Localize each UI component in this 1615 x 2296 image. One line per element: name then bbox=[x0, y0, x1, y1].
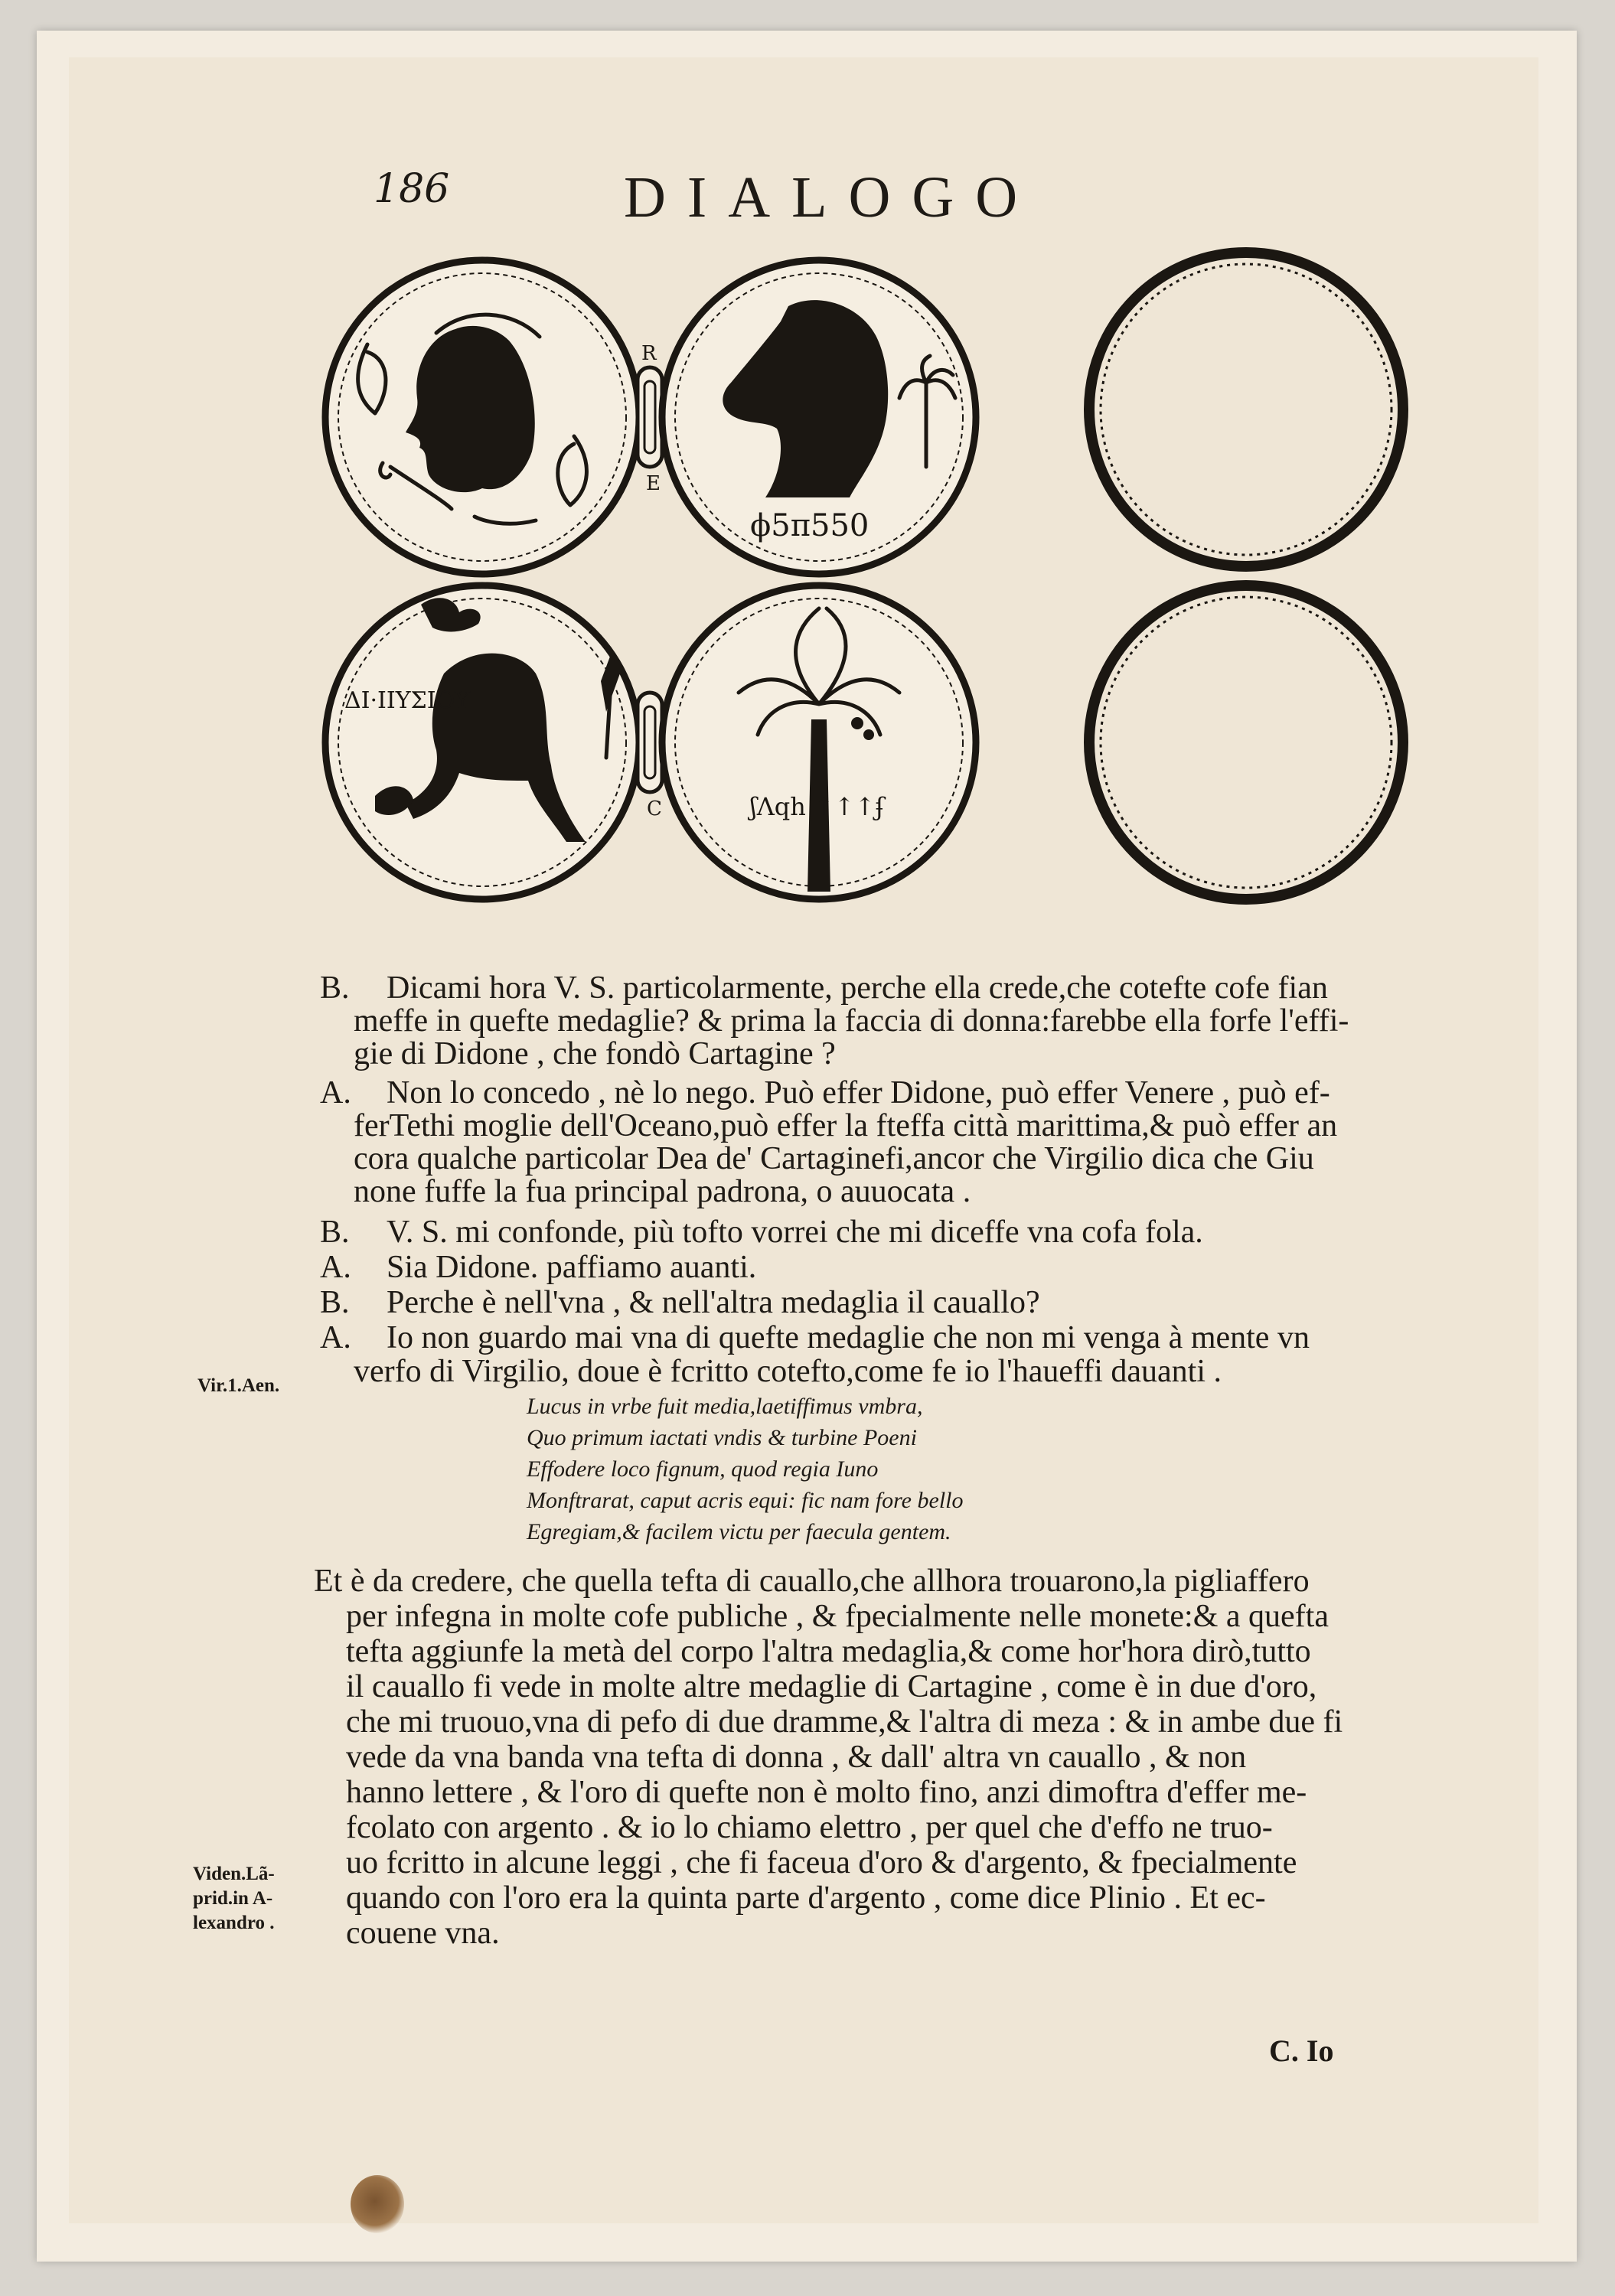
dialogue-line: verfo di Virgilio, doue è fcritto cotefto,come fe io l'haueffi dauanti . bbox=[354, 1354, 1222, 1389]
dialogue-line: ferTethi moglie dell'Oceano,può effer la fteffa città marittima,& può effer an bbox=[354, 1108, 1338, 1143]
speaker-label: A. bbox=[320, 1075, 351, 1110]
dialogue-line: none fuffe la fua principal padrona, o auuocata . bbox=[354, 1174, 971, 1209]
margin-note-lampridius bbox=[193, 1862, 275, 1936]
empty-coin-frame-bottom bbox=[1089, 585, 1403, 899]
speaker-label: B. bbox=[320, 970, 350, 1006]
prose-line: vede da vna banda vna tefta di donna , & dall' altra vn cauallo , & non bbox=[346, 1740, 1247, 1775]
page-number: 186 bbox=[374, 166, 450, 212]
prose-line: couene vna. bbox=[346, 1916, 500, 1951]
palm-coin-legend: ʃΛqh ↑↑↑ʄ bbox=[750, 792, 885, 821]
latin-verse-line: Egregiam,& facilem victu per faecula gentem. bbox=[527, 1519, 951, 1544]
prose-line: Et è da credere, che quella tefta di cauallo,che allhora trouarono,la pigliaffero bbox=[314, 1564, 1310, 1599]
margin-note-line: Viden.Lã- bbox=[193, 1864, 275, 1884]
speaker-label: B. bbox=[320, 1285, 350, 1320]
female-head-with-dolphins-coin bbox=[325, 260, 639, 574]
dialogue-line: Io non guardo mai vna di quefte medaglie che non mi venga à mente vn bbox=[387, 1320, 1310, 1355]
margin-note-line: lexandro . bbox=[193, 1913, 275, 1933]
latin-verse-line: Quo primum iactati vndis & turbine Poeni bbox=[527, 1425, 917, 1450]
prose-line: fcolato con argento . & io lo chiamo elettro , per quel che d'effo ne truo- bbox=[346, 1810, 1273, 1845]
latin-verse-line: Effodere loco fignum, quod regia Iuno bbox=[527, 1456, 879, 1482]
dialogue-line: Perche è nell'vna , & nell'altra medaglia il cauallo? bbox=[387, 1285, 1040, 1320]
dialogue-line: Dicami hora V. S. particolarmente, perche ella crede,che cotefte cofe fian bbox=[387, 970, 1328, 1006]
dialogue-line: Sia Didone. paffiamo auanti. bbox=[387, 1250, 757, 1285]
dialogue-line: gie di Didone , che fondò Cartagine ? bbox=[354, 1036, 836, 1071]
dialogue-line: cora qualche particolar Dea de' Cartaginefi,ancor che Virgilio dica che Giu bbox=[354, 1141, 1314, 1176]
horse-head-with-palm-coin bbox=[662, 260, 976, 574]
page-header bbox=[0, 165, 1615, 230]
dialogue-line: Non lo concedo , nè lo nego. Può effer Didone, può effer Venere , può ef- bbox=[387, 1075, 1330, 1110]
prose-line: il cauallo fi vede in molte altre medaglie di Cartagine , come è in due d'oro, bbox=[346, 1669, 1317, 1704]
speaker-label: A. bbox=[320, 1320, 351, 1355]
catchword: C. Io bbox=[1269, 2033, 1334, 2068]
latin-verse-line: Lucus in vrbe fuit media,laetiffimus vmbra, bbox=[527, 1394, 923, 1419]
running-head: DIALOGO bbox=[624, 165, 1039, 230]
prose-line: quando con l'oro era la quinta parte d'argento , come dice Plinio . Et ec- bbox=[346, 1880, 1266, 1916]
horse-coin-legend: ϕ5ᴨ550 bbox=[750, 508, 869, 543]
plate-letter-e: E bbox=[646, 472, 661, 495]
prose-line: per infegna in molte cofe publiche , & fpecialmente nelle monete:& a quefta bbox=[346, 1599, 1329, 1634]
palm-tree-coin bbox=[662, 585, 976, 899]
prose-line: tefta aggiunfe la metà del corpo l'altra medaglia,& come hor'hora dirò,tutto bbox=[346, 1634, 1311, 1669]
prose-line: hanno lettere , & l'oro di quefte non è molto fino, anzi dimoftra d'effer me- bbox=[346, 1775, 1307, 1810]
prose-line: uo fcritto in alcune leggi , che fi faceua d'oro & d'argento, & fpecialmente bbox=[346, 1845, 1297, 1880]
speaker-label: A. bbox=[320, 1250, 351, 1285]
prose-line: che mi truouo,vna di pefo di due dramme,& l'altra di meza : & in ambe due fi bbox=[346, 1704, 1343, 1740]
coin-plate-illustration bbox=[321, 245, 1408, 918]
margin-note-virgil: Vir.1.Aen. bbox=[197, 1375, 280, 1396]
victory-coin-legend: ΔΙ·ΙΙΥΣΙΟΥ bbox=[344, 687, 471, 714]
dialogue-line: V. S. mi confonde, più tofto vorrei che mi diceffe vna cofa fola. bbox=[387, 1215, 1203, 1250]
paper-stain bbox=[351, 2175, 404, 2233]
coin-link-top bbox=[638, 342, 662, 495]
latin-verse-line: Monftrarat, caput acris equi: fic nam fore bello bbox=[527, 1488, 964, 1513]
empty-coin-frame-top bbox=[1089, 253, 1403, 566]
dialogue-line: meffe in quefte medaglie? & prima la faccia di donna:farebbe ella forfe l'effi- bbox=[354, 1003, 1349, 1039]
speaker-label: B. bbox=[320, 1215, 350, 1250]
plate-letter-r: R bbox=[641, 342, 657, 365]
plate-letter-c: C bbox=[647, 797, 662, 820]
victory-crowning-horse-coin bbox=[325, 585, 639, 899]
margin-note-line: prid.in A- bbox=[193, 1888, 273, 1909]
coin-link-bottom bbox=[638, 693, 662, 820]
